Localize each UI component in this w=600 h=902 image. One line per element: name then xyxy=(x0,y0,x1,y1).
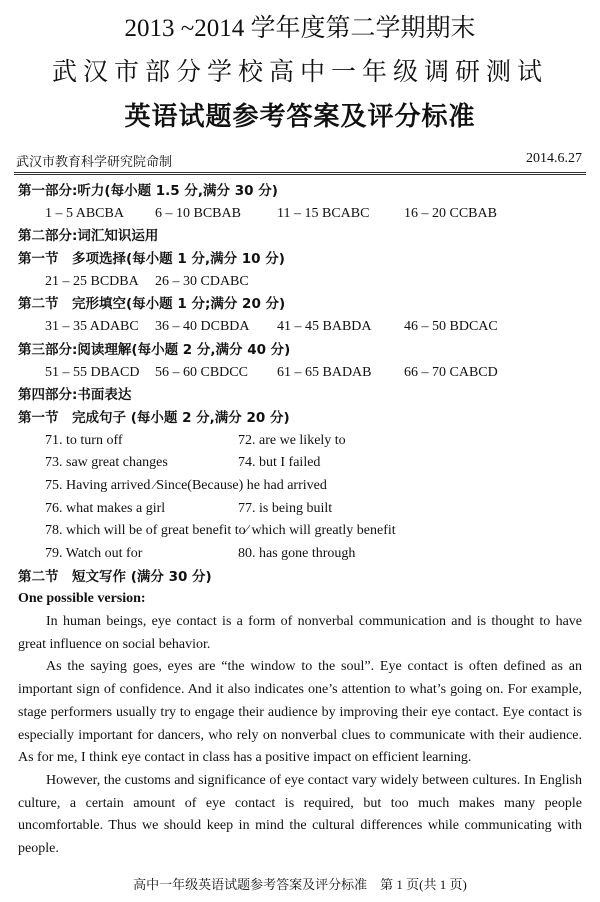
answer-group: 66 – 70 CABCD xyxy=(404,364,498,380)
answer-group: 11 – 15 BCABC xyxy=(277,205,370,221)
sentence-answer: 72. are we likely to xyxy=(238,432,346,448)
part3-heading: 第三部分:阅读理解(每小题 2 分,满分 40 分) xyxy=(18,341,291,358)
answer-group: 16 – 20 CCBAB xyxy=(404,205,497,221)
answer-group: 1 – 5 ABCBA xyxy=(45,205,124,221)
sentence-row xyxy=(18,520,582,543)
sentence-answer: 71. to turn off xyxy=(45,432,123,448)
title-line-3: 英语试题参考答案及评分标准 xyxy=(124,102,476,132)
part2-sec1-heading: 第一节 多项选择(每小题 1 分,满分 10 分) xyxy=(18,251,285,268)
answer-group: 56 – 60 CBDCC xyxy=(155,364,248,380)
sentence-row xyxy=(18,452,582,475)
title-line-2: 武汉市部分学校高中一年级调研测试 xyxy=(51,59,548,86)
sentence-answer: 75. Having arrived ⁄Since(Because) he had arrived xyxy=(45,477,327,493)
answer-group: 21 – 25 BCDBA xyxy=(45,273,139,289)
part4-sec1-heading: 第一节 完成句子 (每小题 2 分,满分 20 分) xyxy=(18,409,290,426)
essay-paragraph: As the saying goes, eyes are “the window to the soul”. Eye contact is often defined as an important sign of confidence. And it also indicates one’s attention to what’s going on. For example, stage performers usually try to engage their audience by improving their eye contact. Eye contact is especially important for dancers, who rely on nonverbal clues to communicate with their audience. As for me, I think eye contact in class has a positive impact on efficient learning. xyxy=(18,659,582,766)
sentence-answer: 80. has gone through xyxy=(238,546,356,561)
sentence-answer: 79. Watch out for xyxy=(45,546,143,561)
sentence-answer: 77. is being built xyxy=(238,500,333,516)
sentence-row xyxy=(18,543,582,566)
part1-heading: 第一部分:听力(每小题 1.5 分,满分 30 分) xyxy=(18,183,278,199)
part4-heading: 第四部分:书面表达 xyxy=(18,387,132,404)
answer-group: 6 – 10 BCBAB xyxy=(155,205,241,221)
answer-key xyxy=(18,180,582,861)
sentence-row xyxy=(18,498,582,521)
answer-group: 46 – 50 BDCAC xyxy=(404,319,498,335)
issue-date: 2014.6.27 xyxy=(526,151,582,166)
sentence-answer: 74. but I failed xyxy=(238,455,321,471)
part4-sec2-heading: 第二节 短文写作 (满分 30 分) xyxy=(18,568,212,585)
part3-answers xyxy=(18,362,582,385)
answer-group: 26 – 30 CDABC xyxy=(155,273,249,289)
sentence-answer: 76. what makes a girl xyxy=(45,500,166,516)
part2-sec2-answers xyxy=(18,316,582,339)
page-footer: 高中一年级英语试题参考答案及评分标准 第 1 页(共 1 页) xyxy=(133,877,467,892)
title-line-1: 2013 ~2014 学年度第二学期期末 xyxy=(124,15,476,42)
answer-group: 51 – 55 DBACD xyxy=(45,364,140,380)
part2-heading: 第二部分:词汇知识运用 xyxy=(18,228,159,245)
essay-paragraph: In human beings, eye contact is a form of nonverbal communication and is thought to have great influence on social behavior. xyxy=(18,614,582,652)
part1-answers xyxy=(18,203,582,226)
part2-sec2-heading: 第二节 完形填空(每小题 1 分;满分 20 分) xyxy=(18,296,286,313)
answer-group: 61 – 65 BADAB xyxy=(277,364,372,380)
sentence-answer: 78. which will be of great benefit to⁄ which will greatly benefit xyxy=(45,523,396,539)
essay-paragraph: However, the customs and significance of eye contact vary widely between cultures. In English culture, a certain amount of eye contact is required, but too much makes many people uncomfortable. Thus we should keep in mind the cultural differences while communicating with people. xyxy=(18,772,582,857)
part2-sec1-answers xyxy=(18,271,582,294)
answer-group: 36 – 40 DCBDA xyxy=(155,319,250,335)
sentence-answer: 73. saw great changes xyxy=(45,455,168,471)
sentence-row xyxy=(18,430,582,453)
answer-group: 31 – 35 ADABC xyxy=(45,319,139,335)
version-label: One possible version: xyxy=(18,591,146,607)
issuing-org: 武汉市教育科学研究院命制 xyxy=(16,154,173,169)
header-divider xyxy=(14,172,586,175)
answer-group: 41 – 45 BABDA xyxy=(277,319,372,335)
sentence-row xyxy=(18,475,582,498)
